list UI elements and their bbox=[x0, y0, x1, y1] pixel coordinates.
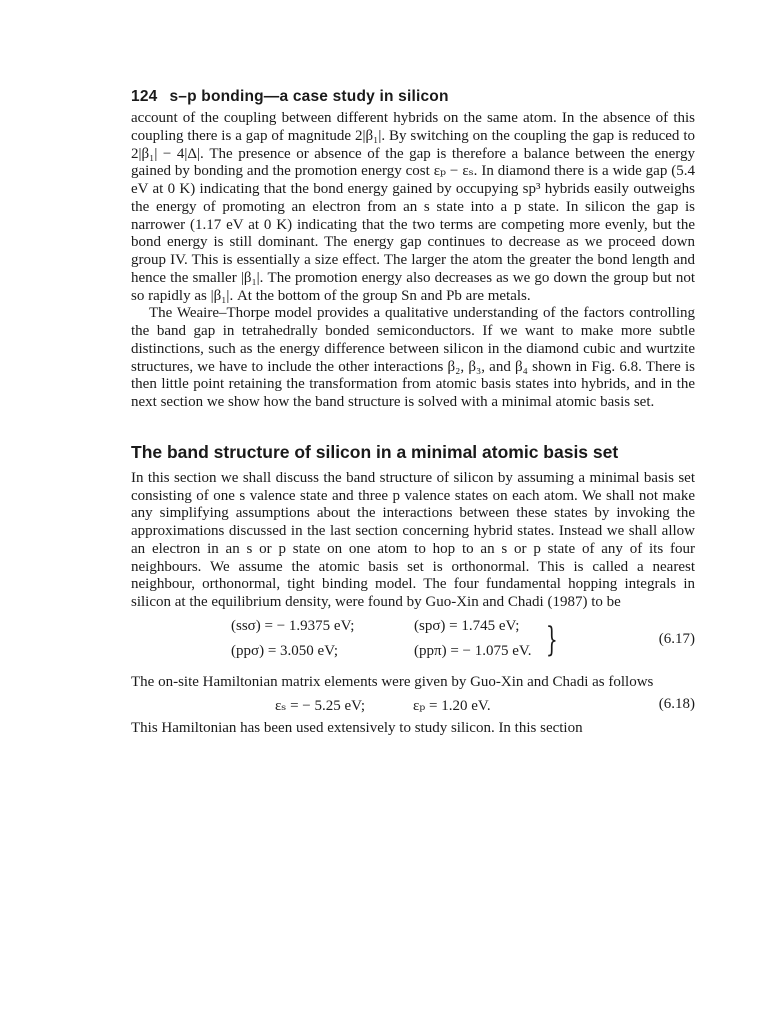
running-title: s–p bonding—a case study in silicon bbox=[169, 88, 449, 105]
equation-6-18 bbox=[131, 694, 695, 716]
paragraph-final: This Hamiltonian has been used extensively to study silicon. In this section bbox=[131, 719, 583, 736]
equation-number-6-17: (6.17) bbox=[658, 630, 695, 647]
paragraph-section-intro: In this section we shall discuss the band structure of silicon by assuming a minimal basis set consisting of one s valence state and three p valence states on each atom. We shall not make any simplifying assumptions about the interactions between these states by invoking the approximations discussed in the last section concerning hybrid states. Instead we shall allow an electron in an s or p state on one atom to hop to an s or p state of any of its four neighbours. We assume the atomic basis set is orthonormal. This is called a nearest neighbour, orthonormal, tight binding model. The four fundamental hopping integrals in silicon at the equilibrium density, were found by Guo-Xin and Chadi (1987) to be bbox=[131, 469, 695, 610]
equation-number-6-18: (6.18) bbox=[658, 695, 695, 712]
section-title: The band structure of silicon in a minimal atomic basis set bbox=[131, 441, 619, 462]
paragraph-continuation: account of the coupling between different hybrids on the same atom. In the absence of this coupling there is a gap of magnitude 2|β₁|. By switching on the coupling the gap is reduced to 2|β₁| − 4|Δ|. The presence or absence of the gap is therefore a balance between the energy gained by bonding and the promotion energy cost εₚ − εₛ. In diamond there is a wide gap (5.4 eV at 0 K) indicating that the bond energy gained by occupying sp³ hybrids easily outweighs the energy of promoting an electron from an s state into a p state. In silicon the gap is narrower (1.17 eV at 0 K) indicating that the two terms are competing more evenly, but the bond energy is still dominant. The energy gap continues to decrease as we proceed down group IV. This is essentially a size effect. The larger the atom the greater the bond length and hence the smaller |β₁|. The promotion energy also decreases as we go down the group but not so rapidly as |β₁|. At the bottom of the group Sn and Pb are metals. bbox=[131, 110, 695, 304]
eq-ss-sigma: (ssσ) = − 1.9375 eV; bbox=[231, 617, 355, 634]
running-head bbox=[131, 88, 695, 106]
eq-epsilon-p: εₚ = 1.20 eV. bbox=[413, 697, 491, 714]
eq-pp-sigma: (ppσ) = 3.050 eV; bbox=[231, 642, 339, 659]
paragraph-weaire-thorpe: The Weaire–Thorpe model provides a qualitative understanding of the factors controlling the band gap in tetrahedrally bonded semiconductors. If we want to make more subtle distinctions, such as the energy difference between silicon in the diamond cubic and wurtzite structures, we have to include the other interactions β₂, β₃, and β₄ shown in Fig. 6.8. There is then little point retaining the transformation from atomic basis states into hybrids, and in the next section we show how the band structure is solved with a minimal atomic basis set. bbox=[131, 305, 695, 410]
eq-sp-sigma: (spσ) = 1.745 eV; bbox=[414, 617, 520, 634]
paragraph-onsite: The on-site Hamiltonian matrix elements were given by Guo-Xin and Chadi as follows bbox=[131, 673, 654, 690]
page-body bbox=[131, 88, 695, 737]
eq-epsilon-s: εₛ = − 5.25 eV; bbox=[275, 697, 366, 714]
page-number: 124 bbox=[131, 88, 158, 105]
eq-pp-pi: (ppπ) = − 1.075 eV. bbox=[414, 642, 532, 659]
right-brace-glyph: } bbox=[545, 619, 558, 660]
equation-6-17 bbox=[131, 614, 695, 668]
